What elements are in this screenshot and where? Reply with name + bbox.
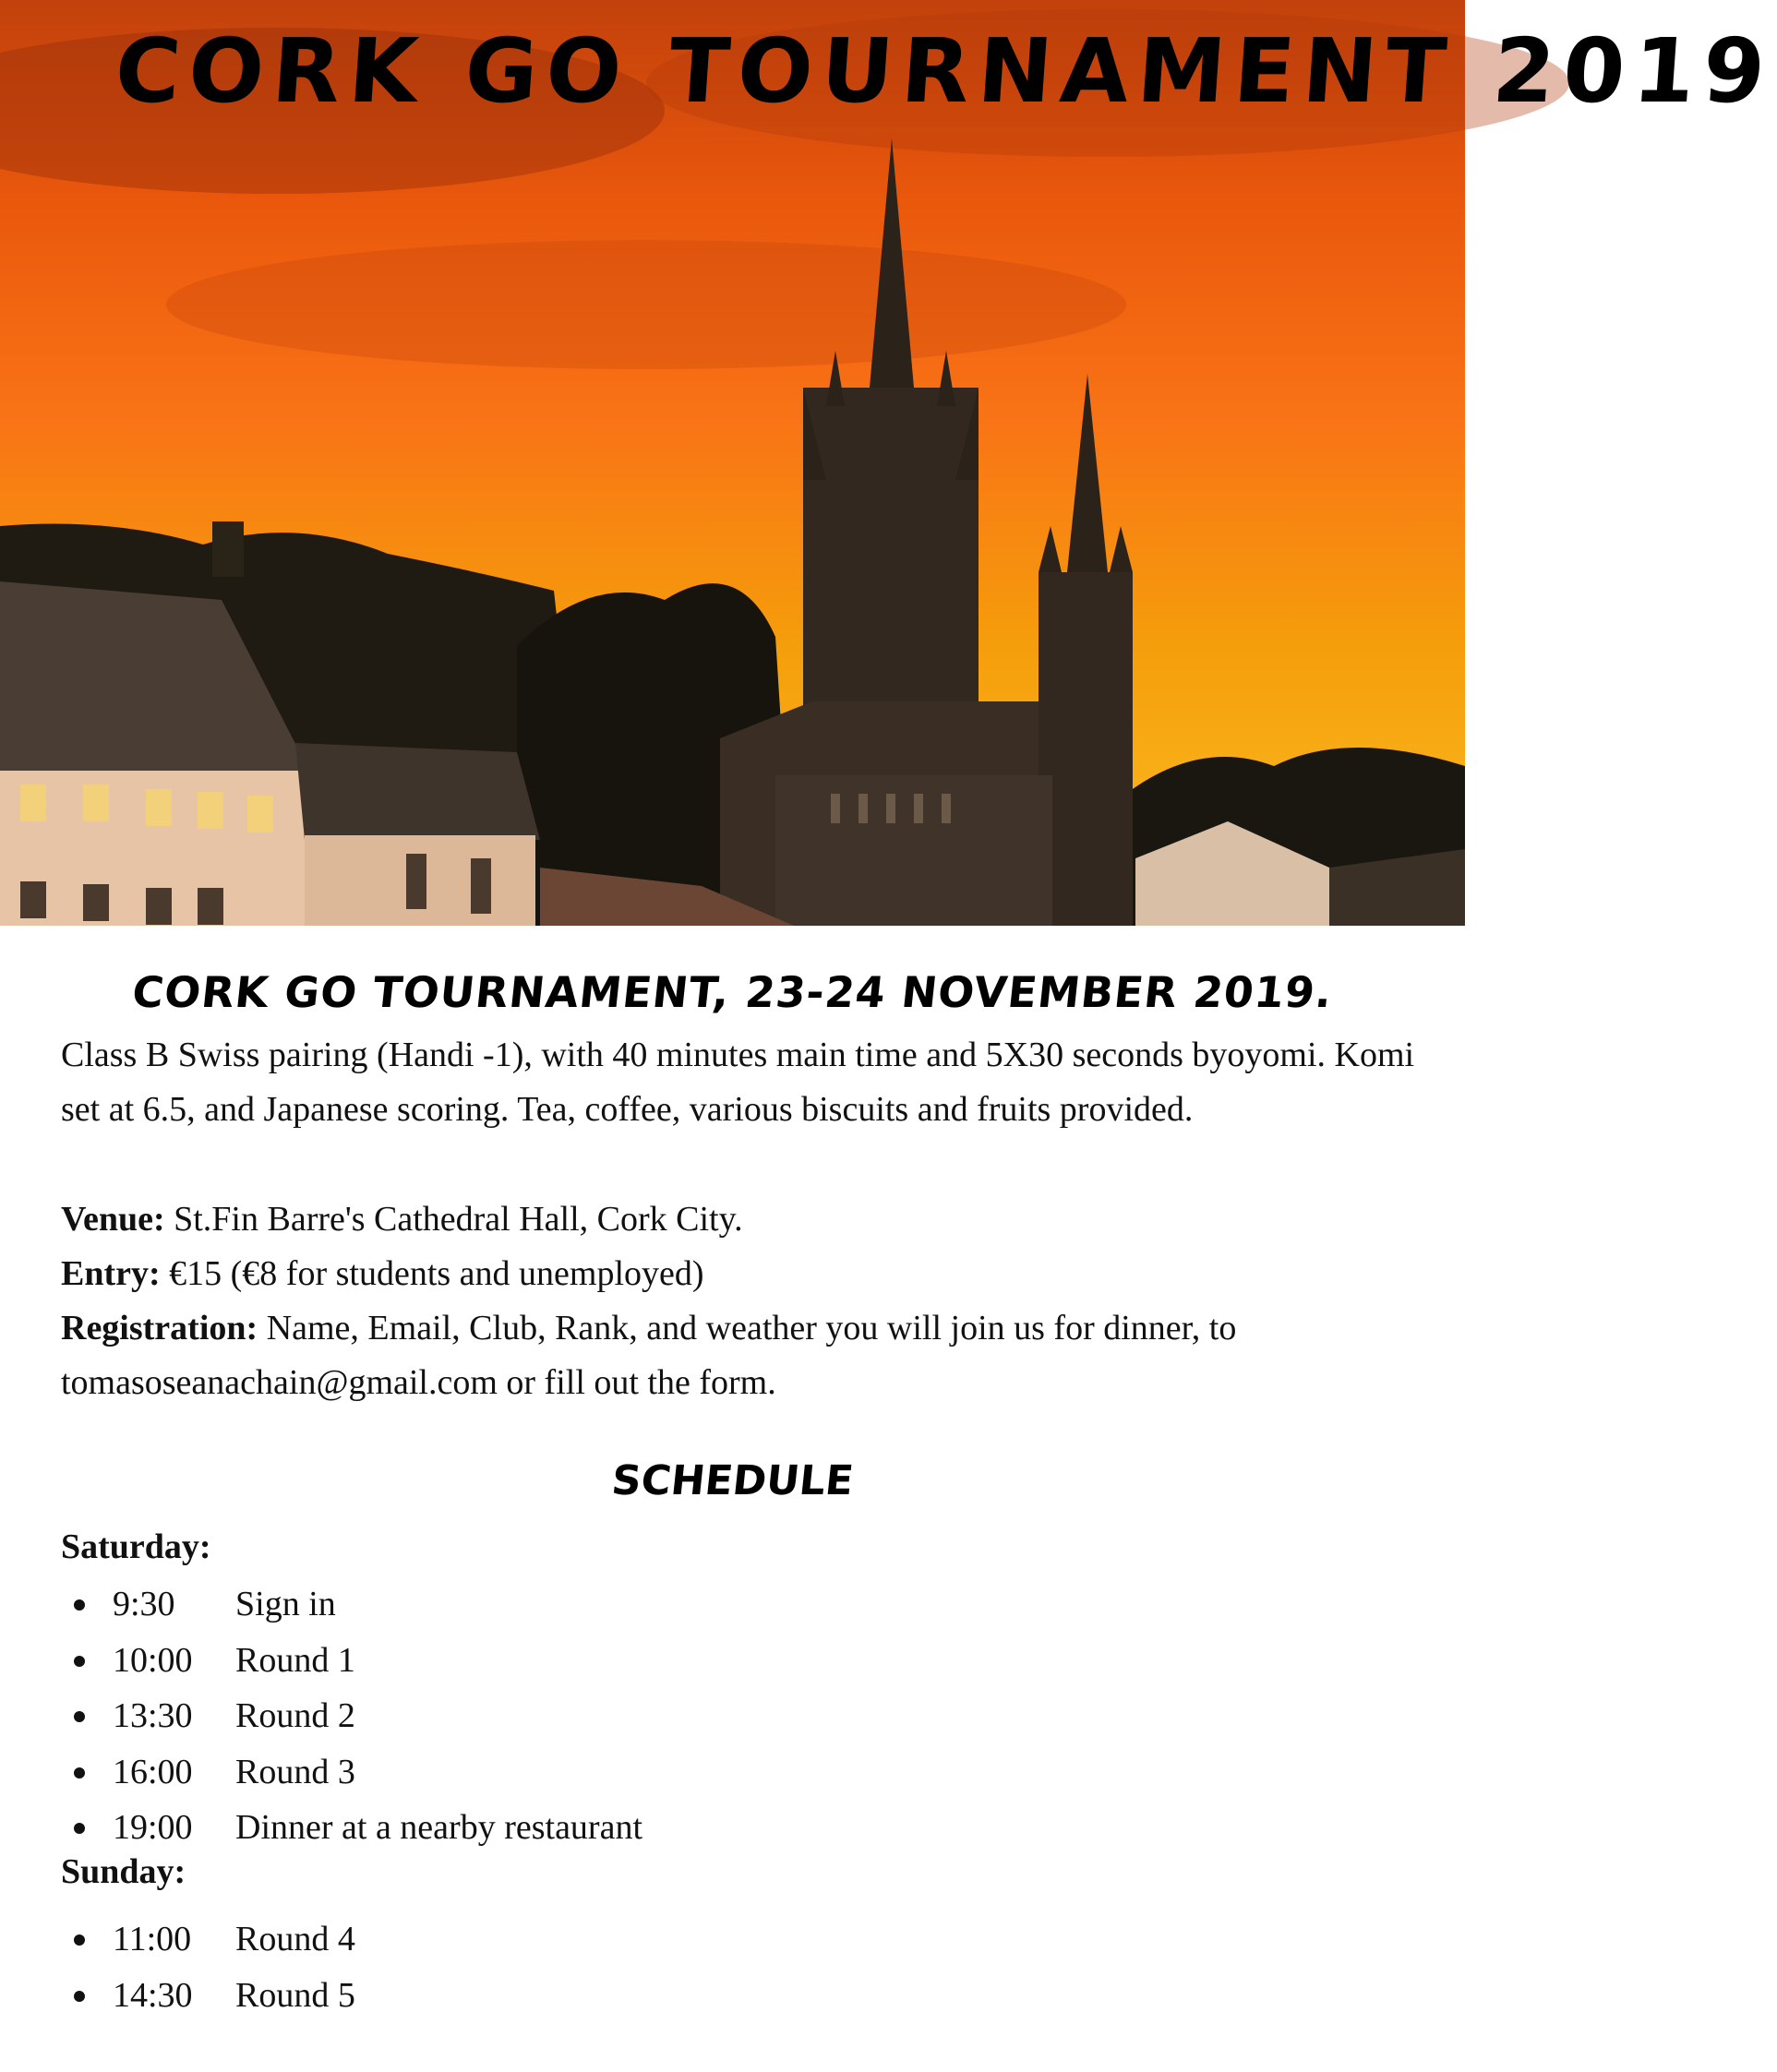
- schedule-time: 14:30: [113, 1975, 193, 2015]
- bullet-icon: [74, 1823, 85, 1834]
- schedule-time: 11:00: [113, 1920, 192, 1958]
- bullet-icon: [74, 1711, 85, 1722]
- schedule-time: 19:00: [113, 1808, 193, 1847]
- venue-row: [61, 1192, 1446, 1247]
- schedule-time: 10:00: [113, 1640, 193, 1680]
- registration-row: [61, 1301, 1446, 1410]
- event-heading: CORK GO TOURNAMENT, 23-24 NOVEMBER 2019.: [129, 967, 1336, 1017]
- schedule-time: 9:30: [113, 1585, 175, 1623]
- bullet-icon: [74, 1656, 85, 1667]
- schedule-item: [61, 1633, 1169, 1689]
- schedule-heading: SCHEDULE: [609, 1457, 856, 1504]
- schedule-item: [61, 1911, 1169, 1968]
- registration-label: Registration:: [61, 1309, 258, 1347]
- schedule-event: Round 1: [235, 1640, 355, 1680]
- bullet-icon: [74, 1991, 85, 2002]
- schedule-item: [61, 1800, 1169, 1856]
- sunday-schedule: [61, 1911, 1169, 2023]
- bullet-icon: [74, 1599, 85, 1611]
- saturday-schedule: [61, 1576, 1169, 1856]
- saturday-label: Saturday:: [61, 1527, 211, 1566]
- schedule-time: 16:00: [113, 1752, 193, 1791]
- venue-label: Venue:: [61, 1200, 165, 1239]
- hero-photo: [0, 0, 1777, 926]
- schedule-event: Round 5: [235, 1975, 355, 2015]
- schedule-event: Dinner at a nearby restaurant: [235, 1808, 643, 1847]
- schedule-event: Round 3: [235, 1752, 355, 1791]
- intro-paragraph: Class B Swiss pairing (Handi -1), with 40 minutes main time and 5X30 seconds byoyomi. Komi set at 6.5, and Japanese scoring. Tea, coffee, various biscuits and fruits provided.: [61, 1036, 1415, 1129]
- schedule-item: [61, 1576, 1169, 1633]
- bullet-icon: [74, 1767, 85, 1779]
- registration-value: Name, Email, Club, Rank, and weather you will join us for dinner, to tomasoseanachain@gmail.com or fill out the form.: [61, 1309, 1237, 1402]
- entry-label: Entry:: [61, 1254, 161, 1293]
- schedule-event: Sign in: [235, 1585, 336, 1623]
- sunday-label: Sunday:: [61, 1852, 186, 1891]
- schedule-item: [61, 1968, 1169, 2024]
- schedule-time: 13:30: [113, 1696, 193, 1735]
- entry-value: €15 (€8 for students and unemployed): [160, 1254, 704, 1293]
- venue-value: St.Fin Barre's Cathedral Hall, Cork City.: [164, 1200, 743, 1239]
- cathedral-silhouette: [0, 0, 1777, 926]
- hero-title: CORK GO TOURNAMENT 2019: [112, 19, 1777, 123]
- entry-row: [61, 1247, 1446, 1301]
- schedule-item: [61, 1744, 1169, 1801]
- schedule-event: Round 2: [235, 1696, 355, 1735]
- schedule-event: Round 4: [235, 1920, 355, 1958]
- schedule-item: [61, 1688, 1169, 1744]
- bullet-icon: [74, 1934, 85, 1946]
